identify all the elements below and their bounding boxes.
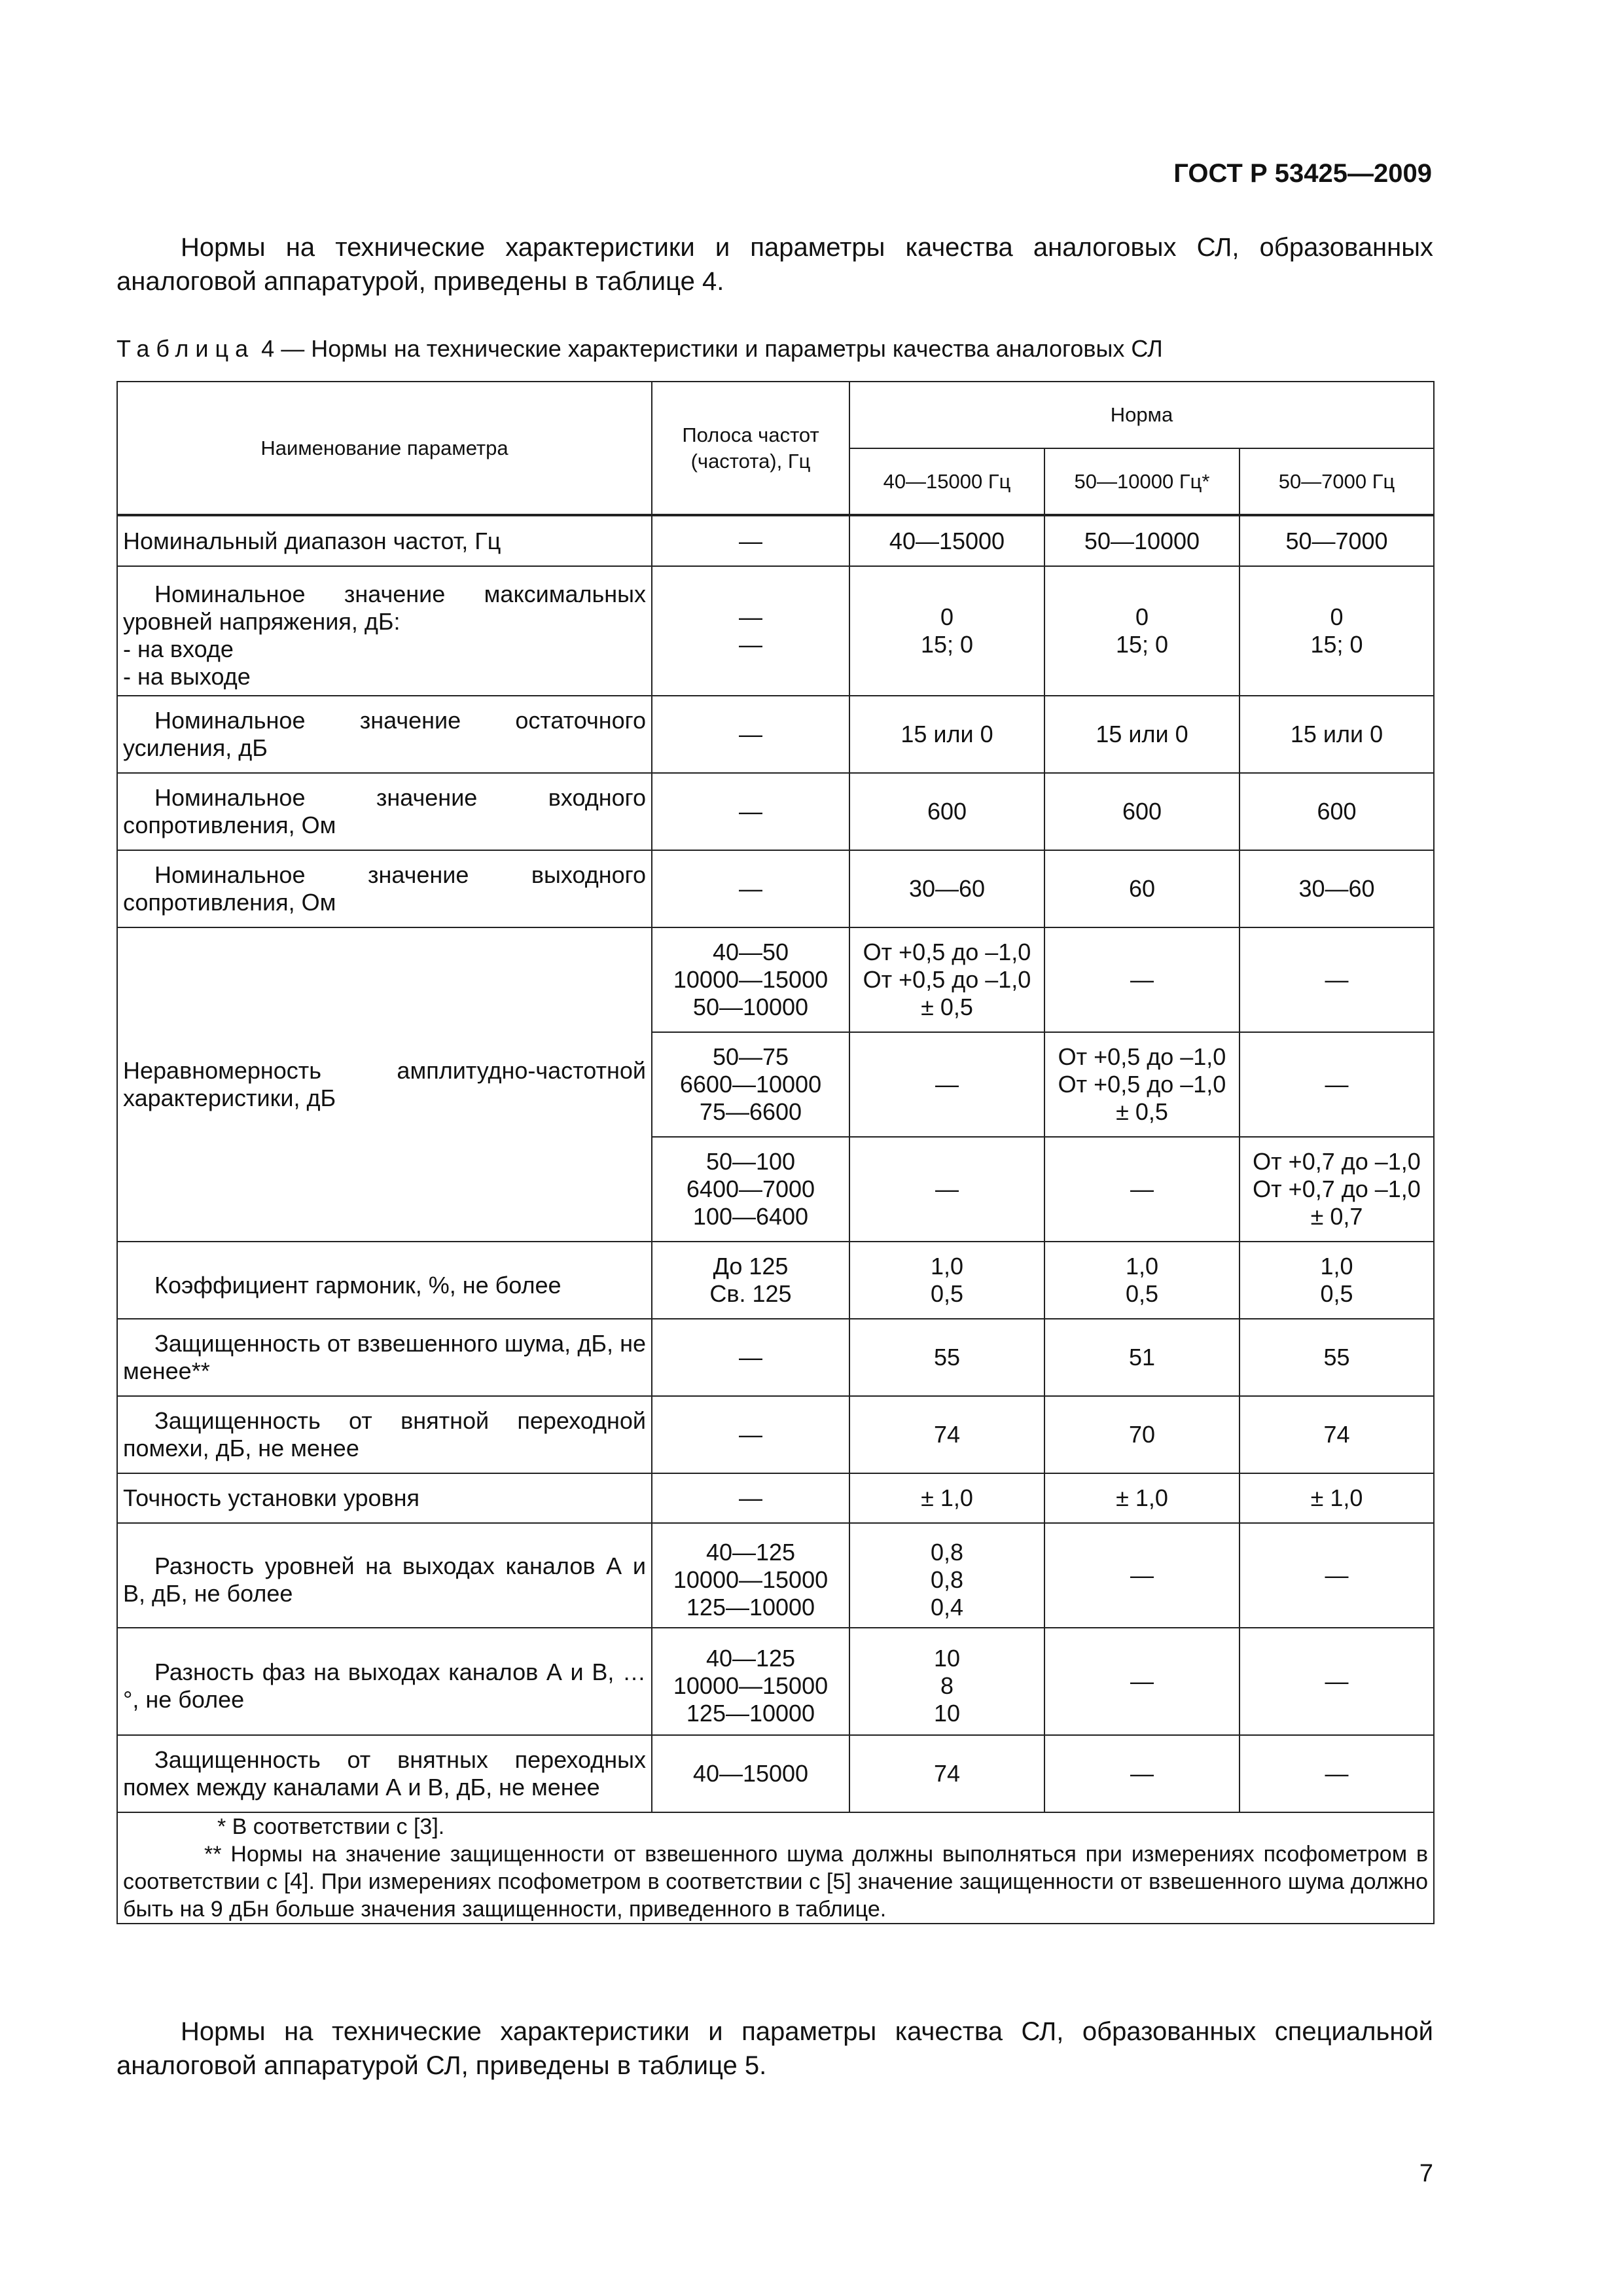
table-row (117, 850, 1434, 927)
band-cell: — (652, 1396, 849, 1473)
value-cell: — (1240, 927, 1434, 1032)
value-cell: — (1044, 1137, 1240, 1242)
value-cell: 600 (1240, 773, 1434, 850)
band-cell: 50—75 6600—10000 75—6600 (652, 1032, 849, 1137)
value-cell: 30—60 (849, 850, 1044, 927)
value-cell: 15 или 0 (849, 696, 1044, 773)
value-cell: От +0,5 до –1,0 От +0,5 до –1,0 ± 0,5 (1044, 1032, 1240, 1137)
band-cell: 40—125 10000—15000 125—10000 (652, 1628, 849, 1735)
param-name: Номинальное значение остаточного усиления, дБ (117, 696, 652, 773)
standard-designation: ГОСТ Р 53425—2009 (1173, 159, 1432, 188)
table-row (117, 773, 1434, 850)
value-cell: — (1044, 1523, 1240, 1628)
header-norm-col: 40—15000 Гц (849, 448, 1044, 515)
header-norm-col: 50—10000 Гц* (1044, 448, 1240, 515)
band-cell: — (652, 696, 849, 773)
param-name: Разность уровней на выходах каналов А и В, дБ, не более (117, 1523, 652, 1628)
value-cell: — (849, 1137, 1044, 1242)
value-cell: — (1044, 927, 1240, 1032)
value-cell: 10 8 10 (849, 1628, 1044, 1735)
value-cell: 60 (1044, 850, 1240, 927)
header-norm-col: 50—7000 Гц (1240, 448, 1434, 515)
band-cell: 50—100 6400—7000 100—6400 (652, 1137, 849, 1242)
band-cell: — (652, 1473, 849, 1523)
table-row (117, 1396, 1434, 1473)
value-cell: — (1044, 1628, 1240, 1735)
value-cell: 0 15; 0 (1044, 566, 1240, 696)
value-cell: 600 (1044, 773, 1240, 850)
value-cell: 30—60 (1240, 850, 1434, 927)
band-cell: — — (652, 566, 849, 696)
norms-table (116, 381, 1435, 1924)
param-name: Разность фаз на выходах каналов А и В, …°, не более (117, 1628, 652, 1735)
table-row (117, 696, 1434, 773)
table-notes (117, 1812, 1434, 1924)
param-name: Защищенность от внятной переходной помехи, дБ, не менее (117, 1396, 652, 1473)
table-row (117, 1473, 1434, 1523)
value-cell: — (1240, 1735, 1434, 1812)
table-row (117, 566, 1434, 696)
param-name: Защищенность от взвешенного шума, дБ, не менее** (117, 1319, 652, 1396)
table-row (117, 1735, 1434, 1812)
band-cell: 40—125 10000—15000 125—10000 (652, 1523, 849, 1628)
value-cell: 55 (849, 1319, 1044, 1396)
table-row (117, 1319, 1434, 1396)
intro-paragraph: Нормы на технические характеристики и параметры качества аналоговых СЛ, образованных аналоговой аппаратурой, приведены в таблице 4. (116, 233, 1433, 296)
band-cell: 40—50 10000—15000 50—10000 (652, 927, 849, 1032)
value-cell: 0 15; 0 (1240, 566, 1434, 696)
footnote: ** Нормы на значение защищенности от взвешенного шума должны выполняться при измерениях псофометром в соответствии с [4]. При измерениях псофометром в соответствии с [5] значение защищенности от взвешенного шума должно быть на 9 дБн больше значения защищенности, приведенного в таблице. (123, 1842, 1429, 1922)
value-cell: ± 1,0 (849, 1473, 1044, 1523)
value-cell: 50—7000 (1240, 515, 1434, 566)
table-row (117, 1523, 1434, 1628)
table-row (117, 1628, 1434, 1735)
band-cell: — (652, 850, 849, 927)
table-caption-text: 4 — Нормы на технические характеристики и параметры качества аналоговых СЛ (261, 335, 1163, 362)
value-cell: 15 или 0 (1240, 696, 1434, 773)
value-cell: 40—15000 (849, 515, 1044, 566)
param-name: Номинальное значение выходного сопротивления, Ом (117, 850, 652, 927)
value-cell: 600 (849, 773, 1044, 850)
value-cell: 0,8 0,8 0,4 (849, 1523, 1044, 1628)
table-notes-row (117, 1812, 1434, 1924)
param-name: Номинальный диапазон частот, Гц (117, 515, 652, 566)
value-cell: 74 (849, 1735, 1044, 1812)
footnote: * В соответствии с [3]. (217, 1814, 445, 1839)
header-norm: Норма (849, 382, 1434, 448)
value-cell: ± 1,0 (1044, 1473, 1240, 1523)
page-number: 7 (1419, 2160, 1433, 2187)
value-cell: 55 (1240, 1319, 1434, 1396)
table-caption (116, 335, 1163, 363)
band-cell: — (652, 515, 849, 566)
value-cell: — (1240, 1628, 1434, 1735)
value-cell: От +0,5 до –1,0 От +0,5 до –1,0 ± 0,5 (849, 927, 1044, 1032)
value-cell: 74 (1240, 1396, 1434, 1473)
value-cell: ± 1,0 (1240, 1473, 1434, 1523)
value-cell: 51 (1044, 1319, 1240, 1396)
value-cell: — (849, 1032, 1044, 1137)
outro-paragraph: Нормы на технические характеристики и параметры качества СЛ, образованных специальной аналоговой аппаратурой СЛ, приведены в таблице 5. (116, 2017, 1433, 2080)
band-cell: 40—15000 (652, 1735, 849, 1812)
band-cell: — (652, 773, 849, 850)
param-name: Номинальное значение максимальных уровней напряжения, дБ: - на входе - на выходе (117, 566, 652, 696)
header-param-name: Наименование параметра (117, 382, 652, 515)
table-row (117, 1242, 1434, 1319)
value-cell: 74 (849, 1396, 1044, 1473)
value-cell: 1,0 0,5 (849, 1242, 1044, 1319)
value-cell: — (1240, 1032, 1434, 1137)
value-cell: 1,0 0,5 (1240, 1242, 1434, 1319)
value-cell: 50—10000 (1044, 515, 1240, 566)
table-caption-label: Таблица (116, 335, 255, 362)
param-name: Защищенность от внятных переходных помех между каналами А и В, дБ, не менее (117, 1735, 652, 1812)
param-name: Коэффициент гармоник, %, не более (117, 1242, 652, 1319)
param-name: Номинальное значение входного сопротивления, Ом (117, 773, 652, 850)
band-cell: — (652, 1319, 849, 1396)
param-name: Неравномерность амплитудно-частотной характеристики, дБ (117, 927, 652, 1242)
band-cell: До 125 Св. 125 (652, 1242, 849, 1319)
value-cell: 15 или 0 (1044, 696, 1240, 773)
value-cell: 0 15; 0 (849, 566, 1044, 696)
value-cell: — (1240, 1523, 1434, 1628)
table-row (117, 515, 1434, 566)
param-name: Точность установки уровня (117, 1473, 652, 1523)
value-cell: 70 (1044, 1396, 1240, 1473)
header-frequency-band: Полоса частот (частота), Гц (652, 382, 849, 515)
value-cell: От +0,7 до –1,0 От +0,7 до –1,0 ± 0,7 (1240, 1137, 1434, 1242)
value-cell: — (1044, 1735, 1240, 1812)
table-row (117, 927, 1434, 1032)
value-cell: 1,0 0,5 (1044, 1242, 1240, 1319)
